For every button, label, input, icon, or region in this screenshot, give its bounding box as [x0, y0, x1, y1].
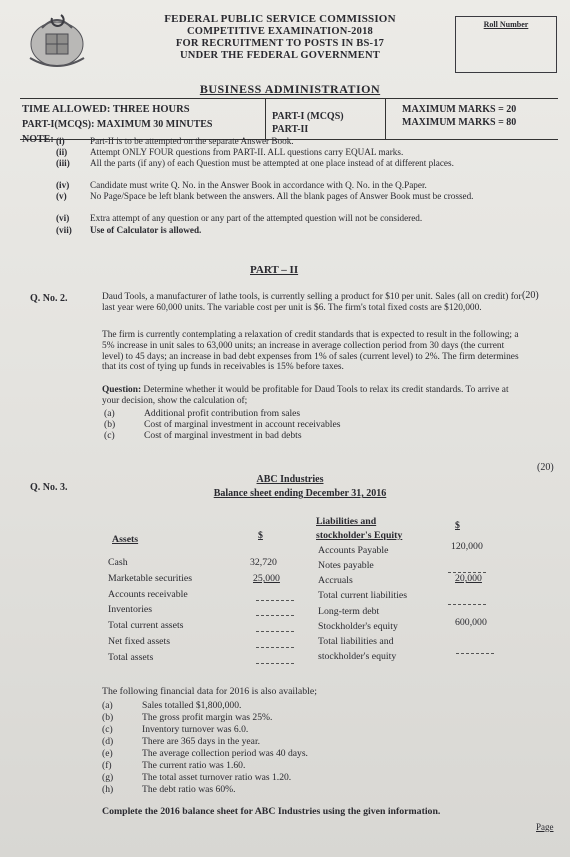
- liabilities-table: [318, 541, 518, 674]
- part1-time: PART-I(MCQS): MAXIMUM 30 MINUTES: [22, 119, 213, 130]
- assets-dollar-header: $: [258, 530, 263, 541]
- asset-row: Inventories: [108, 602, 448, 618]
- page-label: Page: [536, 822, 554, 832]
- question-2-label: Q. No. 2.: [30, 293, 68, 304]
- max-marks-part1: MAXIMUM MARKS = 20: [402, 104, 517, 115]
- roll-number-box: [455, 16, 557, 73]
- liability-row: Accruals 20,000: [318, 573, 482, 586]
- liability-row: Total current liabilities: [318, 589, 518, 604]
- government-line: UNDER THE FEDERAL GOVERNMENT: [180, 50, 380, 61]
- notes-list: (i) Part-II is to be attempted on the separate Answer Book. (ii) Attempt ONLY FOUR questions from PART-II. ALL questions carry EQUAL marks. (iii) All the parts (if any) of each Question must be attempted at one place instead of at different places. (iv) Candidate must write Q. No. in the Answer Book in accordance with Q. No. in the Q.Paper. (v) No Page/Space be left blank between the answers. All the blank pages of Answer Book must be crossed. (vi) Extra attempt of any question or any part of the attempted question will not be considered. (vii) Use of Calculator is allowed.: [56, 136, 474, 235]
- liabilities-header-2: stockholder's Equity: [316, 530, 403, 541]
- blank-answer: [256, 622, 294, 632]
- part-title: PART – II: [250, 264, 299, 276]
- financial-data-list: (a) Sales totalled $1,800,000. (b) The gross profit margin was 25%. (c) Inventory turnover was 6.0. (d) There are 365 days in the year. (e) The average collection period was 40 days. (f) The current ratio was 1.60. (g) The total asset turnover ratio was 1.20. (h) The debt ratio was 60%.: [102, 700, 308, 795]
- liability-row: Stockholder's equity 600,000: [318, 617, 487, 632]
- question-3-instruction: Complete the 2016 balance sheet for ABC Industries using the given information.: [102, 806, 441, 817]
- liability-row: Accounts Payable 120,000: [318, 541, 483, 556]
- blank-answer: [448, 595, 486, 605]
- liabilities-dollar-header: $: [455, 520, 460, 531]
- question-2-parts: (a) Additional profit contribution from sales (b) Cost of marginal investment in account receivables (c) Cost of marginal investment in bad debts: [104, 408, 341, 441]
- question-2-question: [102, 385, 522, 407]
- blank-answer: [256, 654, 294, 664]
- government-emblem-icon: [22, 8, 92, 72]
- commission-title: FEDERAL PUBLIC SERVICE COMMISSION: [164, 13, 396, 25]
- company-name: ABC Industries: [256, 474, 324, 485]
- question-text: Determine whether it would be profitable for Daud Tools to relax its credit standards. To arrive at your decision, show the calculation of;: [102, 385, 509, 406]
- liability-row: Long-term debt: [318, 606, 380, 617]
- assets-header: Assets: [112, 534, 139, 545]
- time-allowed: TIME ALLOWED: THREE HOURS: [22, 104, 190, 115]
- liability-row: Total liabilities and: [318, 636, 394, 647]
- financial-data-intro: The following financial data for 2016 is also available;: [102, 686, 317, 697]
- part2-label: PART-II: [272, 124, 309, 135]
- liability-row: Notes payable: [318, 559, 518, 574]
- question-2-marks: (20): [522, 290, 539, 301]
- blank-answer: [456, 644, 494, 654]
- exam-info-table: [20, 98, 558, 140]
- roll-number-label: Roll Number: [483, 20, 529, 29]
- subject-title: BUSINESS ADMINISTRATION: [199, 82, 381, 96]
- liability-row: stockholder's equity: [318, 650, 518, 665]
- blank-answer: [256, 638, 294, 648]
- asset-row: Net fixed assets: [108, 634, 448, 650]
- blank-answer: [256, 591, 294, 601]
- part1-label: PART-I (MCQS): [272, 111, 344, 122]
- recruitment-line: FOR RECRUITMENT TO POSTS IN BS-17: [175, 38, 385, 49]
- asset-row: Total current assets: [108, 618, 448, 634]
- question-2-paragraph-2: The firm is currently contemplating a relaxation of credit standards that is expected to result in the following; a 5% increase in unit sales to 63,000 units; an increase in average collection period from 30 days (the current level) to 45 days; an increase in bad debt expenses from 1% of sales (current level) to 2%. The firm determines that its cost of tying up funds in receivables is 15% before taxes.: [102, 330, 519, 373]
- asset-row: Cash 32,720: [108, 557, 277, 568]
- asset-row: Accounts receivable: [108, 587, 448, 603]
- question-3-label: Q. No. 3.: [30, 482, 68, 493]
- asset-row: Marketable securities 25,000: [108, 573, 280, 584]
- question-keyword: Question:: [102, 385, 142, 395]
- note-label: NOTE:: [22, 134, 54, 145]
- max-marks-part2: MAXIMUM MARKS = 80: [402, 117, 517, 128]
- asset-row: Total assets: [108, 650, 448, 666]
- balance-sheet-title: Balance sheet ending December 31, 2016: [213, 488, 387, 499]
- exam-title: COMPETITIVE EXAMINATION-2018: [187, 26, 373, 37]
- liabilities-header-1: Liabilities and: [316, 516, 377, 527]
- blank-answer: [256, 606, 294, 616]
- question-3-marks: (20): [537, 462, 554, 473]
- question-2-paragraph-1: Daud Tools, a manufacturer of lathe tools, is currently selling a product for $10 per unit. Sales (all on credit) for last year were 60,000 units. The variable cost per unit is $6. The firm's total fixed costs are $120,000.: [102, 292, 522, 313]
